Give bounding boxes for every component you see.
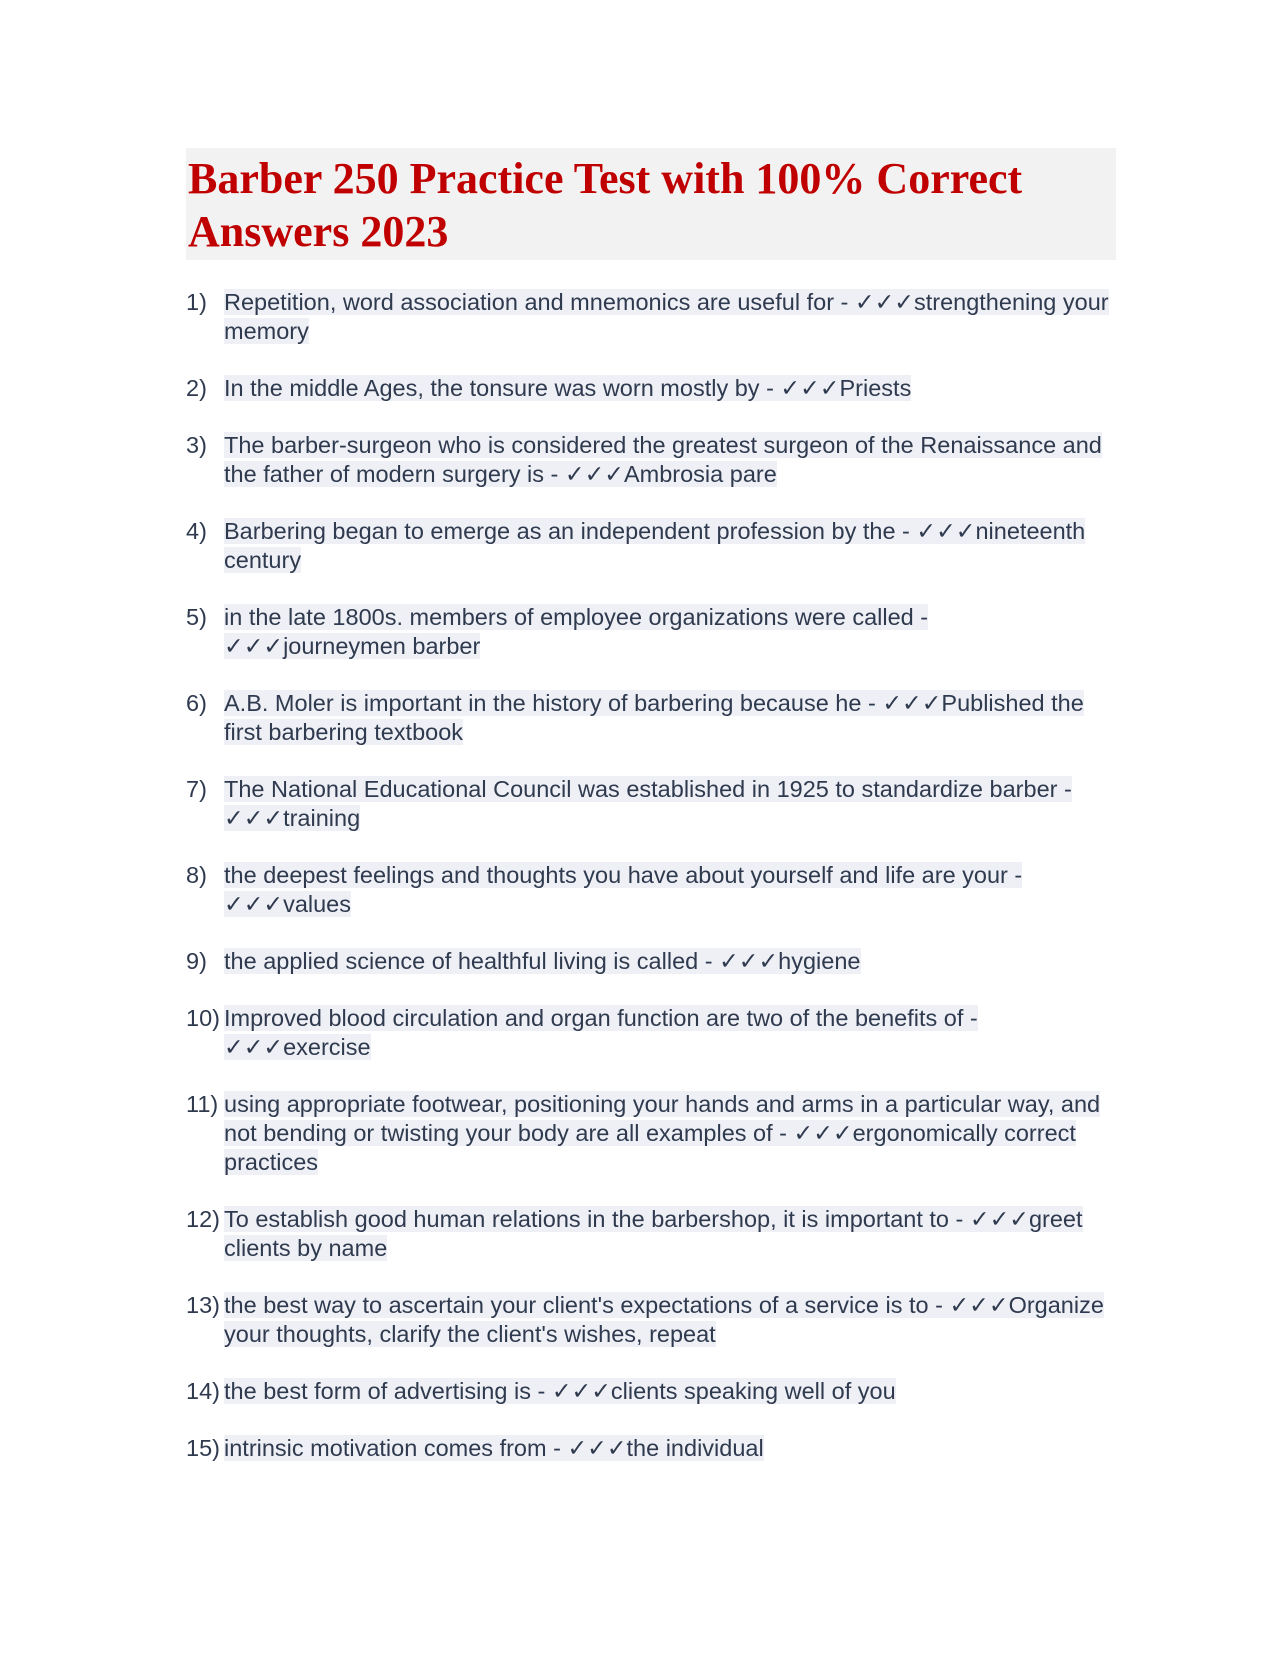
item-text: Repetition, word association and mnemonics are useful for - ✓✓✓strengthening your memory [224,289,1109,344]
question-list [186,288,1116,1463]
document-title: Barber 250 Practice Test with 100% Correct Answers 2023 [188,154,1023,256]
item-text: The barber-surgeon who is considered the greatest surgeon of the Renaissance and the father of modern surgery is - ✓✓✓Ambrosia pare [224,432,1102,487]
item-text: using appropriate footwear, positioning your hands and arms in a particular way, and not bending or twisting your body are all examples of - ✓✓✓ergonomically correct practices [224,1091,1101,1175]
item-number: 2) [186,375,207,401]
item-number: 8) [186,862,207,888]
item-number: 11) [186,1091,219,1117]
list-item [186,1434,1116,1463]
list-item [186,1004,1116,1062]
item-number: 15) [186,1435,220,1461]
item-text: in the late 1800s. members of employee organizations were called - ✓✓✓journeymen barber [224,604,929,659]
item-number: 10) [186,1005,220,1031]
item-number: 14) [186,1378,220,1404]
item-text: the best way to ascertain your client's expectations of a service is to - ✓✓✓Organize your thoughts, clarify the client's wishes, repeat [224,1292,1104,1347]
list-item [186,947,1116,976]
list-item [186,861,1116,919]
item-text: intrinsic motivation comes from - ✓✓✓the individual [224,1435,764,1461]
item-text: The National Educational Council was established in 1925 to standardize barber - ✓✓✓training [224,776,1072,831]
document-page [186,148,1116,1491]
item-text: the applied science of healthful living is called - ✓✓✓hygiene [224,948,861,974]
item-number: 6) [186,690,207,716]
item-text: the deepest feelings and thoughts you have about yourself and life are your - ✓✓✓values [224,862,1023,917]
item-number: 4) [186,518,207,544]
list-item [186,603,1116,661]
list-item [186,689,1116,747]
item-number: 3) [186,432,207,458]
list-item [186,288,1116,346]
list-item [186,1291,1116,1349]
item-number: 5) [186,604,207,630]
item-number: 1) [186,289,207,315]
list-item [186,1090,1116,1177]
item-text: To establish good human relations in the barbershop, it is important to - ✓✓✓greet clients by name [224,1206,1083,1261]
item-text: the best form of advertising is - ✓✓✓clients speaking well of you [224,1378,896,1404]
item-number: 9) [186,948,207,974]
list-item [186,1205,1116,1263]
list-item [186,775,1116,833]
item-number: 12) [186,1206,220,1232]
item-number: 13) [186,1292,220,1318]
list-item [186,1377,1116,1406]
item-text: In the middle Ages, the tonsure was worn mostly by - ✓✓✓Priests [224,375,912,401]
list-item [186,431,1116,489]
list-item [186,374,1116,403]
item-text: Improved blood circulation and organ function are two of the benefits of - ✓✓✓exercise [224,1005,978,1060]
title-block [186,148,1116,260]
item-text: Barbering began to emerge as an independent profession by the - ✓✓✓nineteenth century [224,518,1086,573]
list-item [186,517,1116,575]
item-text: A.B. Moler is important in the history of barbering because he - ✓✓✓Published the first barbering textbook [224,690,1084,745]
item-number: 7) [186,776,207,802]
